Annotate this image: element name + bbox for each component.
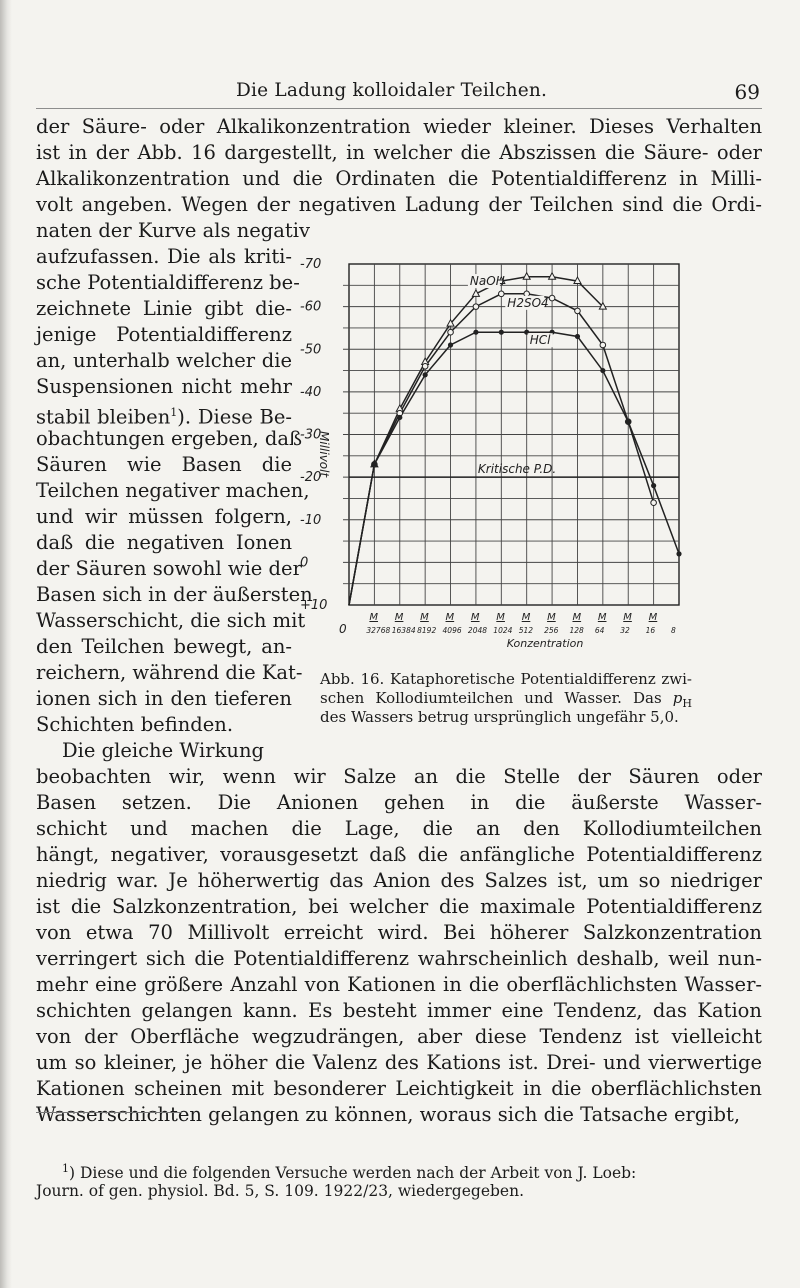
body-line: Säuren wie Basen die — [36, 453, 292, 476]
body-line: Wasserschichten gelangen zu können, woraus sich die Tatsache ergibt, — [36, 1103, 741, 1126]
y-tick-label: -20 — [300, 470, 322, 486]
text-fragment: ). Diese Be- — [177, 405, 293, 429]
series-label: NaOH — [469, 274, 505, 289]
figure-caption-line: des Wassers betrug ursprünglich ungefähr 5,0. — [320, 708, 679, 726]
body-line: schicht und machen die Lage, die an den Kollodiumteilchen — [36, 817, 762, 840]
data-point-h2so4 — [499, 291, 505, 297]
chart-labels — [300, 257, 676, 650]
y-tick-label: -40 — [300, 384, 322, 400]
body-line: den Teilchen bewegt, an- — [36, 635, 292, 658]
footnote-number: 1 — [62, 1162, 69, 1175]
x-unit-label: M — [445, 612, 455, 623]
x-unit-label: M — [572, 612, 582, 623]
chart-curves — [349, 277, 679, 605]
body-line: beobachten wir, wenn wir Salze an die Stelle der Säuren oder — [36, 765, 762, 788]
y-tick-label: -70 — [300, 257, 322, 272]
chart-grid — [343, 264, 679, 605]
series-label: H2SO4 — [507, 295, 549, 310]
x-tick-label: 2048 — [467, 626, 488, 635]
body-line: Teilchen negativer machen, — [36, 479, 310, 502]
x-tick-label: 4096 — [442, 626, 462, 635]
body-line: an, unterhalb welcher die — [36, 349, 292, 372]
body-line: Die gleiche Wirkung — [62, 739, 264, 762]
data-point-h2so4 — [448, 329, 454, 335]
page-header — [36, 80, 762, 109]
data-point-h2so4 — [600, 342, 606, 348]
body-line: um so kleiner, je höher die Valenz des Kations ist. Drei- und vierwertige — [36, 1051, 762, 1074]
x-tick-label: 64 — [594, 626, 605, 635]
body-line: jenige Potentialdifferenz — [36, 323, 292, 346]
body-line: ionen sich in den tieferen — [36, 687, 292, 710]
body-line: Suspensionen nicht mehr — [36, 375, 292, 398]
body-line: Kationen scheinen mit besonderer Leichtigkeit in die oberflächlichsten — [36, 1077, 762, 1100]
body-line: naten der Kurve als negativ — [36, 219, 310, 242]
x-unit-label: M — [547, 612, 556, 623]
data-point-hcl — [448, 342, 453, 347]
y-tick-label: -50 — [300, 342, 322, 358]
x-unit-label: M — [648, 612, 658, 623]
body-line: mehr eine größere Anzahl von Kationen in die oberflächlichsten Wasser- — [36, 973, 762, 996]
x-tick-label: 8192 — [417, 626, 437, 635]
x-tick-label: 8 — [671, 626, 676, 635]
text-fragment: p — [672, 689, 683, 707]
data-point-hcl — [473, 330, 478, 335]
footnote-marker: 1 — [170, 406, 178, 419]
body-line: ist in der Abb. 16 dargestellt, in welcher die Abszissen die Säure- oder — [36, 141, 762, 164]
x-unit-label: M — [496, 612, 505, 623]
data-point-h2so4 — [549, 295, 555, 301]
body-line: hängt, negativer, vorausgesetzt daß die anfängliche Potentialdifferenz — [36, 843, 762, 866]
data-point-hcl — [626, 419, 631, 424]
critical-line-label: Kritische P.D. — [477, 462, 557, 477]
body-line: schichten gelangen kann. Es besteht immer eine Tendenz, das Kation — [36, 999, 762, 1022]
body-line: von der Oberfläche wegzudrängen, aber diese Tendenz ist vielleicht — [36, 1025, 762, 1048]
x-unit-label: M — [521, 612, 531, 623]
body-line: Alkalikonzentration und die Ordinaten die Potentialdifferenz in Milli- — [36, 167, 762, 190]
body-line: ist die Salzkonzentration, bei welcher die maximale Potentialdifferenz — [36, 895, 762, 918]
text-fragment: ) Diese und die folgenden Versuche werden nach der Arbeit von J. Loeb: — [69, 1164, 637, 1183]
body-line: Wasserschicht, die sich mit — [36, 609, 306, 632]
x-unit-label: M — [597, 612, 607, 623]
data-point-hcl — [600, 368, 605, 373]
x-tick-label: 256 — [544, 626, 559, 635]
text-fragment: schen Kollodiumteilchen und Wasser. Das — [320, 689, 673, 707]
data-point-h2so4 — [651, 500, 657, 506]
data-point-hcl — [651, 483, 656, 488]
body-line: volt angeben. Wegen der negativen Ladung der Teilchen sind die Ordi- — [36, 193, 762, 216]
data-point-hcl — [575, 334, 580, 339]
data-point-h2so4 — [473, 304, 479, 310]
body-line: obachtungen ergeben, daß — [36, 427, 303, 450]
body-line: von etwa 70 Millivolt erreicht wird. Bei höherer Salzkonzentration — [36, 921, 762, 944]
x-unit-label: M — [420, 612, 429, 623]
body-line: Basen sich in der äußersten — [36, 583, 313, 606]
footnote-line: Journ. of gen. physiol. Bd. 5, S. 109. 1922/23, wiedergegeben. — [36, 1182, 525, 1200]
figure-caption-line: Abb. 16. Kataphoretische Potentialdifferenz zwi- — [320, 670, 692, 688]
figure-16-chart — [296, 253, 716, 668]
data-point-hcl — [499, 330, 504, 335]
x-axis-label: Konzentration — [506, 637, 584, 650]
y-axis-label: Millivolt — [317, 431, 331, 478]
body-line: zeichnete Linie gibt die- — [36, 297, 292, 320]
x-tick-label: 128 — [569, 626, 584, 635]
body-line: der Säuren sowohl wie der — [36, 557, 302, 580]
x-tick-label: 16 — [645, 626, 656, 635]
data-point-hcl — [676, 551, 681, 556]
chart-svg — [296, 253, 716, 668]
x-unit-label: M — [623, 612, 632, 623]
x-unit-label: M — [470, 612, 480, 623]
y-tick-label: +10 — [300, 598, 328, 613]
x-unit-label: M — [369, 612, 379, 623]
body-line: reichern, während die Kat- — [36, 661, 303, 684]
y-tick-label: -60 — [300, 299, 322, 315]
x-tick-label: 1024 — [493, 626, 513, 635]
x-tick-label: 16384 — [391, 626, 416, 635]
x-tick-label: 32 — [620, 626, 630, 635]
series-label: HCl — [529, 333, 551, 348]
data-point-hcl — [423, 372, 428, 377]
y-tick-label: -30 — [300, 427, 322, 443]
body-line: der Säure- oder Alkalikonzentration wieder kleiner. Dieses Verhalten — [36, 115, 762, 138]
page-number: 69 — [734, 80, 760, 104]
footnote-rule — [36, 1112, 182, 1113]
data-point-h2so4 — [575, 308, 581, 314]
y-tick-label: 0 — [300, 555, 309, 571]
data-point-hcl — [372, 462, 377, 467]
text-fragment: H — [682, 697, 692, 710]
body-line: Schichten befinden. — [36, 713, 234, 736]
x-origin-label: 0 — [339, 622, 347, 636]
body-line: verringert sich die Potentialdifferenz wahrscheinlich deshalb, weil nun- — [36, 947, 762, 970]
body-line: sche Potentialdifferenz be- — [36, 271, 300, 294]
body-line: niedrig war. Je höherwertig das Anion des Salzes ist, um so niedriger — [36, 869, 762, 892]
body-line: und wir müssen folgern, — [36, 505, 292, 528]
data-point-naoh — [549, 273, 556, 280]
data-point-h2so4 — [422, 364, 428, 370]
body-line: daß die negativen Ionen — [36, 531, 292, 554]
body-line: Basen setzen. Die Anionen gehen in die äußerste Wasser- — [36, 791, 762, 814]
body-line: aufzufassen. Die als kriti- — [36, 245, 292, 268]
data-point-naoh — [523, 273, 530, 280]
x-tick-label: 32768 — [366, 626, 391, 635]
running-title: Die Ladung kolloidaler Teilchen. — [236, 80, 548, 101]
x-unit-label: M — [394, 612, 404, 623]
data-point-hcl — [397, 415, 402, 420]
x-tick-label: 512 — [518, 626, 534, 635]
text-fragment: stabil bleiben — [36, 405, 171, 429]
book-spine-shadow — [0, 0, 12, 1288]
y-tick-label: -10 — [300, 512, 322, 528]
